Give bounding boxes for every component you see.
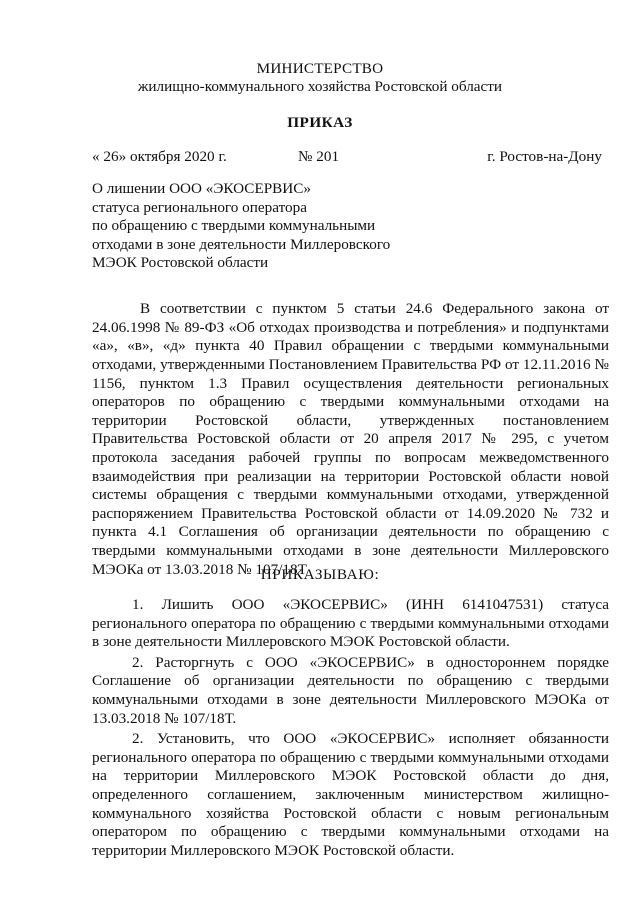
document-meta [92,148,602,168]
document-kind: ПРИКАЗ [287,114,353,131]
item-number: 1. [132,596,144,613]
subject-line: МЭОК Ростовской области [92,254,269,271]
preamble-paragraph: В соответствии с пунктом 5 статьи 24.6 Федерального закона от 24.06.1998 № 89-ФЗ «Об отходах производства и потребления» и подпунктами «а», «в», «д» пункта 40 Правил обращении с твердыми коммунальными отходами, утвержденными Постановлением Правительства РФ от 12.11.2016 № 1156, пунктом 1.3 Правил осуществления деятельности региональных операторов по обращению с твердыми коммунальными отходами на территории Ростовской области, утвержденных постановлением Правительства Ростовской области от 20 апреля 2017 № 295, с учетом протокола заседания рабочей группы по вопросам межведомственного взаимодействия при реализации на территории Ростовской области новой системы обращения с твердыми коммунальными отходами, утвержденной распоряжением Правительства Ростовской области от 14.09.2020 № 732 и пункта 4.1 Соглашения об организации деятельности по обращению с твердыми коммунальными отходами в зоне деятельности Миллеровского МЭОКа от 13.03.2018 № 107/18Т [92,300,609,578]
order-item-3 [92,730,609,860]
item-text: Установить, что ООО «ЭКОСЕРВИС» исполняет обязанности регионального оператора по обращению с твердыми коммунальными отходами на территории Миллеровского МЭОК Ростовской области до дня, определенного соглашением, заключенным министерством жилищно-коммунального хозяйства Ростовской области с новым региональным оператором по обращению с твердыми коммунальными отходами на территории Миллеровского МЭОК Ростовской области. [92,730,609,859]
order-items [92,596,609,862]
document-subject [92,180,432,273]
document-date: « 26» октября 2020 г. [92,148,227,165]
item-text: Лишить ООО «ЭКОСЕРВИС» (ИНН 6141047531) статуса регионального оператора по обращению с твердыми коммунальными отходами в зоне деятельности Миллеровского МЭОК Ростовской области. [92,596,609,651]
subject-line: О лишении ООО «ЭКОСЕРВИС» [92,180,311,197]
order-item-2 [92,654,609,728]
item-number: 2. [132,653,144,671]
document-place: г. Ростов-на-Дону [487,148,602,165]
document-number: № 201 [298,148,340,165]
order-word: ПРИКАЗЫВАЮ: [260,566,380,583]
order-item-1 [92,596,609,652]
item-number: 2. [132,730,144,748]
ministry-full-name: жилищно-коммунального хозяйства Ростовской области [137,78,503,95]
subject-line: статуса регионального оператора [92,198,307,216]
subject-line: отходами в зоне деятельности Миллеровского [92,235,391,253]
subject-line: по обращению с твердыми коммунальными [92,217,376,234]
ministry-title: МИНИСТЕРСТВО [256,60,384,77]
item-text: Расторгнуть с ООО «ЭКОСЕРВИС» в одностороннем порядке Соглашение об организации деятельности по обращению с твердыми коммунальными отходами в зоне деятельности Миллеровского МЭОКа от 13.03.2018 № 107/18Т. [92,653,609,727]
